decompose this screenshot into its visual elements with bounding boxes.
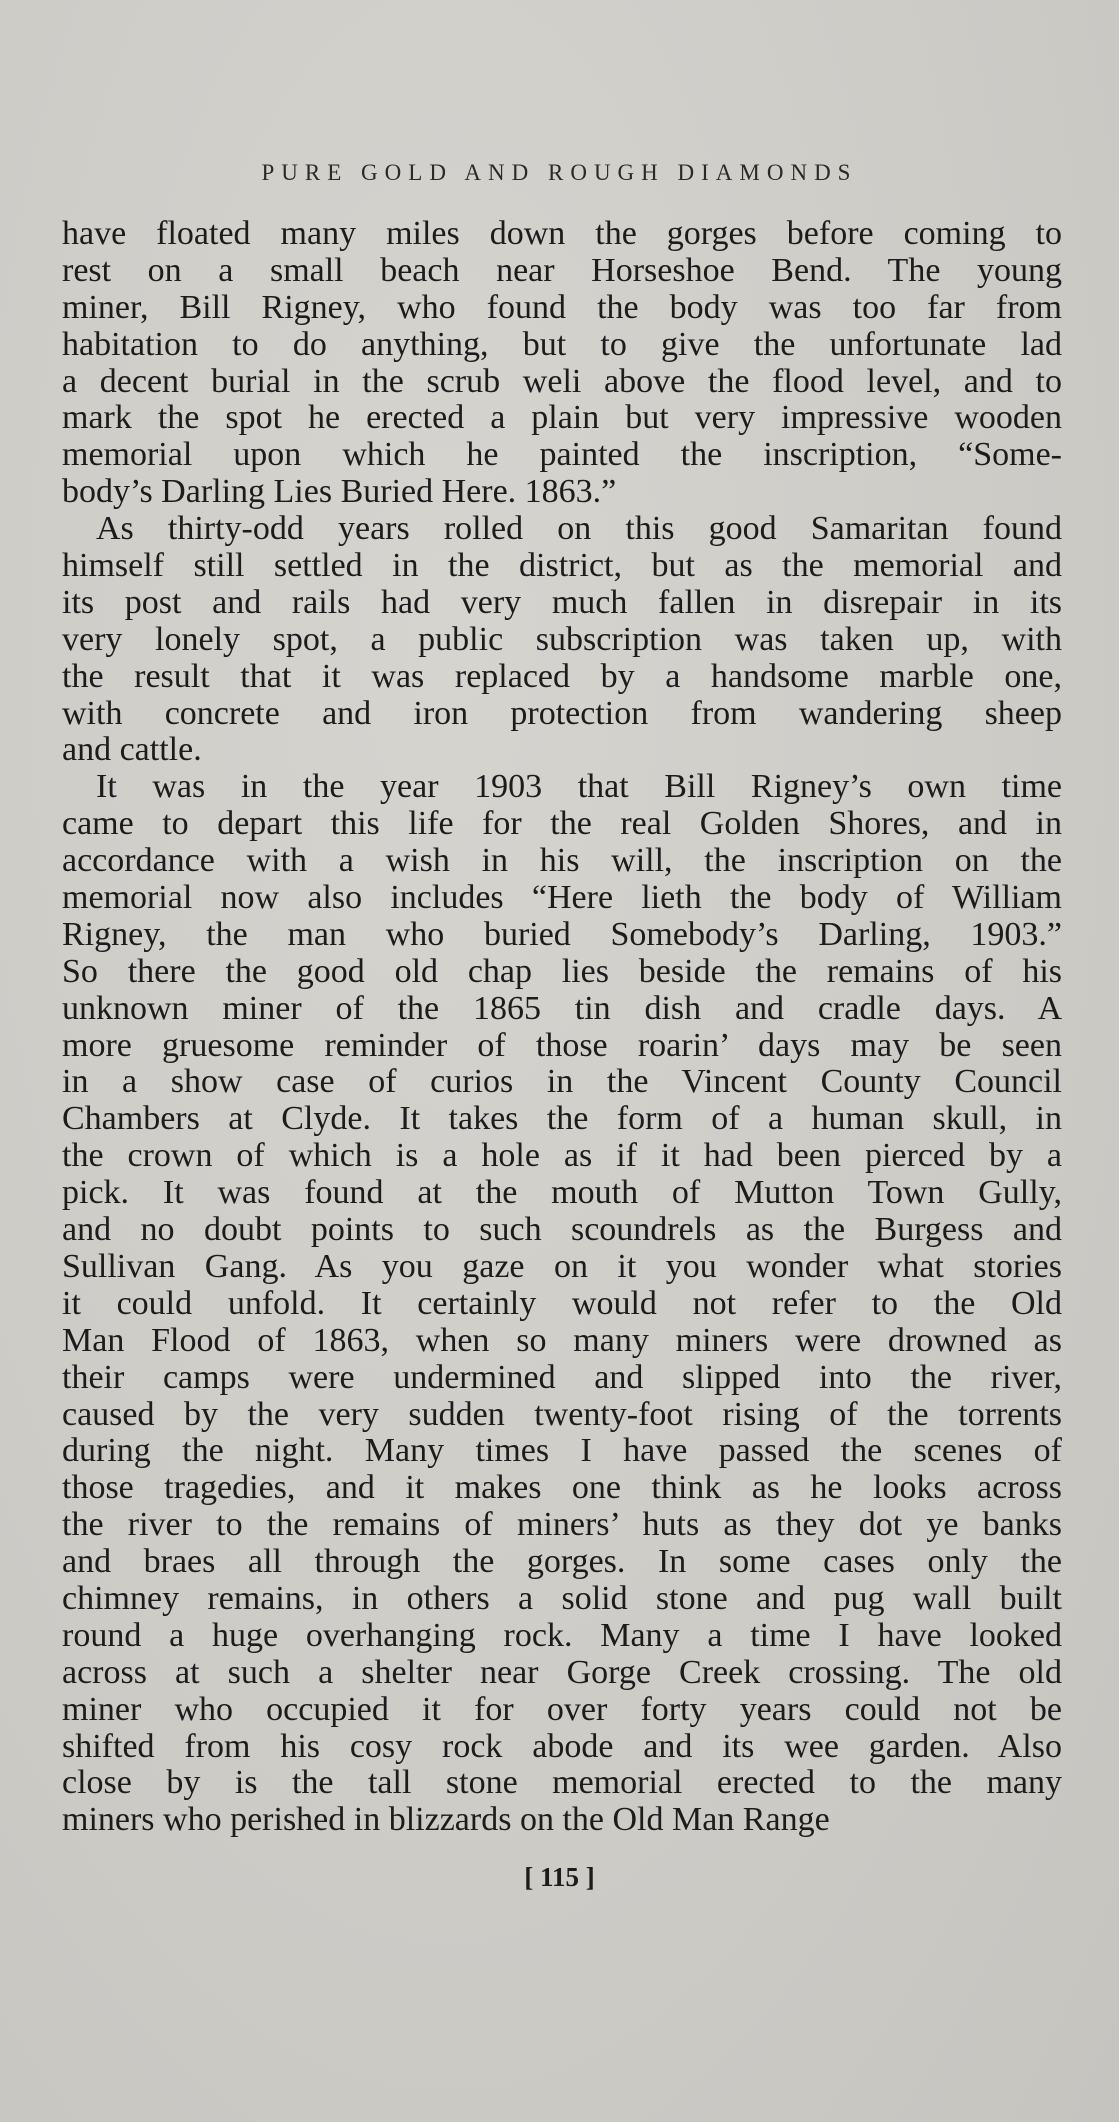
text-line: with concrete and iron protection from wandering sheep — [62, 694, 1062, 732]
text-line: came to depart this life for the real Golden Shores, and in — [62, 805, 1062, 843]
page-number: [ 115 ] — [524, 1862, 595, 1892]
text-line: Sullivan Gang. As you gaze on it you wonder what stories — [62, 1247, 1062, 1285]
text-line: in a show case of curios in the Vincent County Council — [62, 1063, 1062, 1101]
paragraph — [62, 769, 1062, 1839]
text-line: Man Flood of 1863, when so many miners were drowned as — [62, 1321, 1062, 1359]
text-line: and cattle. — [62, 731, 202, 769]
text-line: memorial now also includes “Here lieth the body of William — [62, 879, 1062, 917]
text-line: those tragedies, and it makes one think as he looks across — [62, 1469, 1062, 1507]
text-line: across at such a shelter near Gorge Creek crossing. The old — [62, 1653, 1062, 1691]
paragraph — [62, 216, 1062, 511]
text-line: pick. It was found at the mouth of Mutton Town Gully, — [62, 1174, 1062, 1212]
text-line: the crown of which is a hole as if it had been pierced by a — [62, 1137, 1062, 1175]
text-line: accordance with a wish in his will, the inscription on the — [62, 842, 1062, 880]
text-line: miners who perished in blizzards on the Old Man Range — [62, 1801, 830, 1839]
text-line: their camps were undermined and slipped into the river, — [62, 1358, 1062, 1396]
text-line: body’s Darling Lies Buried Here. 1863.” — [62, 473, 617, 511]
paragraph — [62, 511, 1062, 769]
text-line: very lonely spot, a public subscription was taken up, with — [62, 620, 1062, 658]
text-line: habitation to do anything, but to give the unfortunate lad — [62, 325, 1062, 363]
text-line: it could unfold. It certainly would not refer to the Old — [62, 1284, 1062, 1322]
text-line: miner who occupied it for over forty years could not be — [62, 1690, 1062, 1728]
text-line: have floated many miles down the gorges before coming to — [62, 215, 1062, 252]
text-line: miner, Bill Rigney, who found the body was too far from — [62, 288, 1062, 326]
text-line: unknown miner of the 1865 tin dish and cradle days. A — [62, 989, 1062, 1027]
text-line: himself still settled in the district, but as the memorial and — [62, 547, 1062, 585]
text-line: So there the good old chap lies beside the remains of his — [62, 952, 1062, 990]
text-line: memorial upon which he painted the inscription, “Some- — [62, 436, 1062, 474]
text-line: and braes all through the gorges. In some cases only the — [62, 1543, 1062, 1581]
text-line: shifted from his cosy rock abode and its wee garden. Also — [62, 1727, 1062, 1765]
text-line: more gruesome reminder of those roarin’ days may be seen — [62, 1026, 1062, 1064]
text-line: its post and rails had very much fallen in disrepair in its — [62, 583, 1062, 621]
text-line: As thirty-odd years rolled on this good Samaritan found — [96, 510, 1062, 548]
text-line: the result that it was replaced by a handsome marble one, — [62, 657, 1062, 695]
text-line: round a huge overhanging rock. Many a time I have looked — [62, 1616, 1062, 1654]
text-line: and no doubt points to such scoundrels as the Burgess and — [62, 1211, 1062, 1249]
text-line: mark the spot he erected a plain but very impressive wooden — [62, 399, 1062, 437]
text-line: Rigney, the man who buried Somebody’s Darling, 1903.” — [62, 915, 1062, 953]
text-line: a decent burial in the scrub weli above the flood level, and to — [62, 362, 1062, 400]
text-line: Chambers at Clyde. It takes the form of a human skull, in — [62, 1100, 1062, 1138]
text-line: during the night. Many times I have passed the scenes of — [62, 1432, 1062, 1470]
text-line: It was in the year 1903 that Bill Rigney’s own time — [96, 768, 1062, 806]
text-line: rest on a small beach near Horseshoe Bend. The young — [62, 251, 1062, 289]
running-head: PURE GOLD AND ROUGH DIAMONDS — [261, 160, 858, 185]
body-text — [62, 216, 1062, 1839]
text-line: close by is the tall stone memorial erected to the many — [62, 1764, 1062, 1802]
text-line: caused by the very sudden twenty-foot rising of the torrents — [62, 1395, 1062, 1433]
text-line: chimney remains, in others a solid stone and pug wall built — [62, 1579, 1062, 1617]
text-line: the river to the remains of miners’ huts as they dot ye banks — [62, 1506, 1062, 1544]
